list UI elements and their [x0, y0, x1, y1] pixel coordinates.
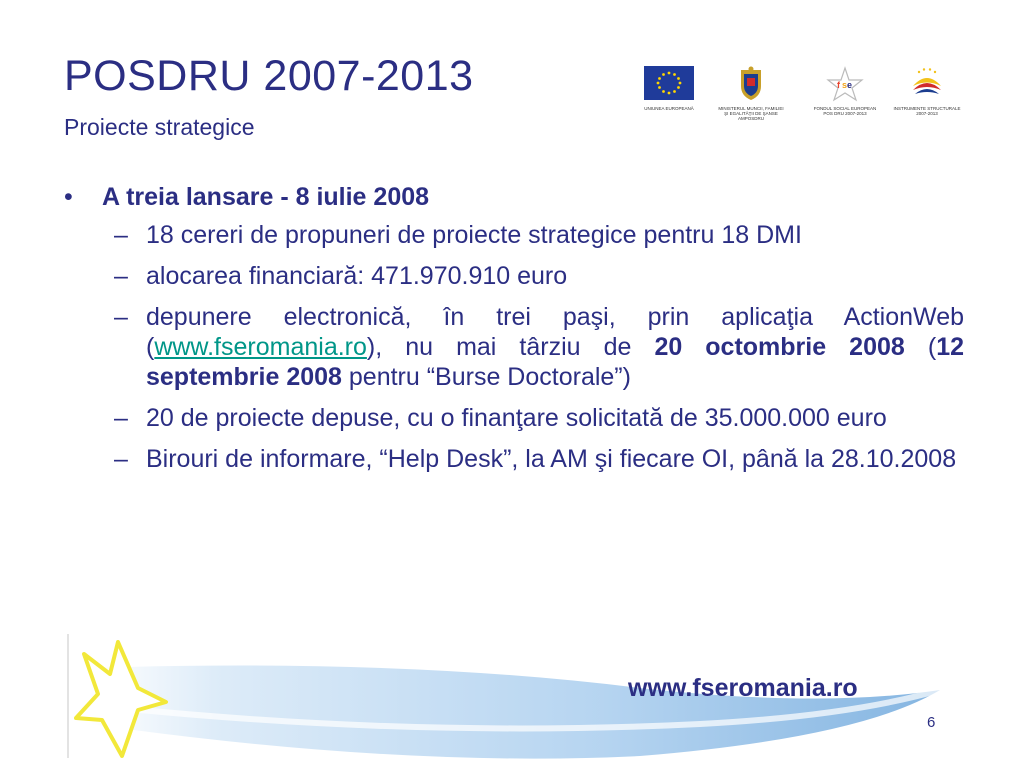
sub-item [64, 261, 964, 291]
star-icon [76, 642, 166, 756]
doctoral-deadline-date: 12 septembrie 2008 [146, 333, 964, 391]
sub-item-text: pentru “Burse Doctorale”) [341, 363, 631, 391]
page-number: 6 [927, 714, 936, 731]
sub-item-text: depunere electronică, în trei paşi, prin aplicaţia ActionWeb ( [146, 303, 964, 361]
sub-item-text: alocarea financiară: 471.970.910 euro [146, 262, 568, 290]
dash-marker: – [114, 303, 128, 331]
slide-body [64, 182, 964, 485]
logo-caption: INSTRUMENTE STRUCTURALE 2007-2013 [893, 106, 961, 116]
dash-marker: – [114, 262, 128, 290]
bullet-text: A treia lansare - 8 iulie 2008 [102, 183, 430, 211]
sub-item [64, 220, 964, 250]
structural-instruments-logo [892, 66, 962, 124]
sub-item-text: Birouri de informare, “Help Desk”, la AM şi fiecare OI, până la 28.10.2008 [146, 445, 957, 473]
sub-item [64, 403, 964, 433]
sub-list [64, 220, 964, 474]
slide-subtitle: Proiecte strategice [64, 114, 255, 140]
eu-flag-logo [634, 66, 704, 124]
logo-caption: FONDUL SOCIAL EUROPEAN POS DRU 2007-2013 [813, 106, 877, 116]
coat-of-arms-icon [737, 66, 765, 102]
sub-item-text: 18 cereri de propuneri de proiecte strategice pentru 18 DMI [146, 221, 802, 249]
footer-decoration [0, 628, 1024, 768]
footer-website: www.fseromania.ro [628, 674, 858, 702]
sub-item-text: ), nu mai târziu de [366, 333, 655, 361]
svg-text:f: f [837, 80, 840, 90]
bullet-marker: • [64, 183, 73, 211]
partner-logos [634, 66, 964, 124]
dash-marker: – [114, 445, 128, 473]
logo-caption: MINISTERUL MUNCII, FAMILIEI ŞI EGALITĂŢII DE ŞANSE AMPOSDRU [718, 106, 784, 121]
logo-caption: UNIUNEA EUROPEANĂ [644, 106, 694, 111]
sub-item [64, 444, 964, 474]
dash-marker: – [114, 221, 128, 249]
sub-item-text: 20 de proiecte depuse, cu o finanţare solicitată de 35.000.000 euro [146, 404, 887, 432]
coat-of-arms-logo [716, 66, 786, 124]
sub-item-text: ( [904, 333, 937, 361]
fse-logo [810, 66, 880, 124]
svg-text:s: s [842, 80, 848, 90]
deadline-date: 20 octombrie 2008 [654, 333, 905, 361]
dash-marker: – [114, 404, 128, 432]
eu-flag-icon [644, 66, 694, 100]
slide-title: POSDRU 2007-2013 [64, 52, 474, 100]
svg-text:e: e [847, 80, 853, 90]
bullet-item [64, 182, 964, 212]
fseromania-link[interactable]: www.fseromania.ro [154, 333, 367, 361]
sub-item [64, 302, 964, 392]
structural-instruments-icon [907, 66, 947, 102]
fse-star-icon [825, 66, 865, 102]
